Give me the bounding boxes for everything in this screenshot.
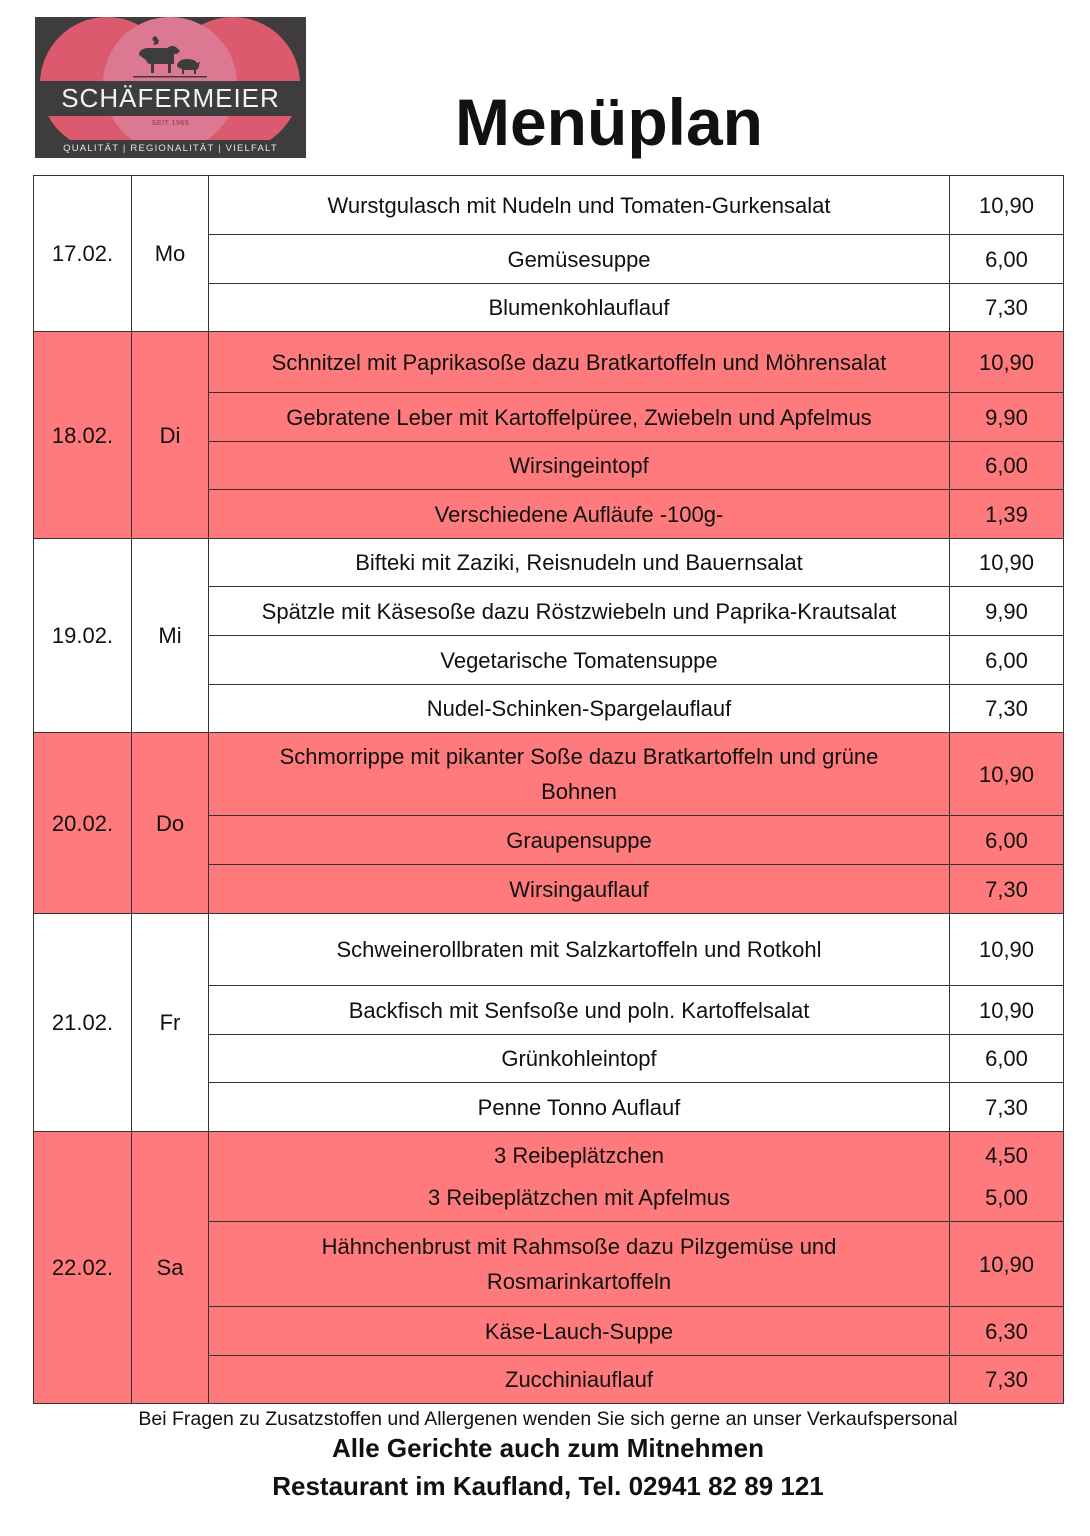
- price-cell: 7,30: [950, 1083, 1064, 1132]
- brand-logo: [35, 17, 306, 158]
- price-cell: 10,90: [950, 539, 1064, 587]
- page-title: Menüplan: [455, 85, 763, 159]
- dish-cell: Nudel-Schinken-Spargelauflauf: [209, 685, 950, 733]
- dish-cell: Käse-Lauch-Suppe: [209, 1307, 950, 1356]
- weekday-cell: Do: [132, 733, 209, 914]
- dish-cell: Bifteki mit Zaziki, Reisnudeln und Bauernsalat: [209, 539, 950, 587]
- weekday-cell: Di: [132, 332, 209, 539]
- menu-row: [34, 539, 1064, 587]
- takeaway-note: Alle Gerichte auch zum Mitnehmen: [332, 1433, 764, 1463]
- price-cell: 10,90: [950, 332, 1064, 393]
- price-cell: 10,90: [950, 176, 1064, 235]
- menu-row: [34, 1132, 1064, 1222]
- weekday-cell: Sa: [132, 1132, 209, 1404]
- price-cell: 1,39: [950, 490, 1064, 539]
- price-cell: 9,90: [950, 393, 1064, 442]
- menu-table: [33, 175, 1064, 1404]
- dish-cell: Gemüsesuppe: [209, 235, 950, 284]
- price-cell: 6,00: [950, 442, 1064, 490]
- dish-cell: Zucchiniauflauf: [209, 1356, 950, 1404]
- menu-row: [34, 733, 1064, 816]
- dish-cell: Backfisch mit Senfsoße und poln. Kartoffelsalat: [209, 986, 950, 1035]
- menu-row: [34, 914, 1064, 986]
- dish-cell: Vegetarische Tomatensuppe: [209, 636, 950, 685]
- price-cell: 10,90: [950, 733, 1064, 816]
- date-cell: 21.02.: [34, 914, 132, 1132]
- brand-tagline: QUALITÄT | REGIONALITÄT | VIELFALT: [35, 140, 306, 158]
- dish-cell: Schnitzel mit Paprikasoße dazu Bratkartoffeln und Möhrensalat: [209, 332, 950, 393]
- date-cell: 20.02.: [34, 733, 132, 914]
- dish-cell: Schmorrippe mit pikanter Soße dazu Bratkartoffeln und grüne Bohnen: [209, 733, 950, 816]
- price-cell: 6,00: [950, 1035, 1064, 1083]
- dish-cell: Graupensuppe: [209, 816, 950, 865]
- price-cell: 7,30: [950, 1356, 1064, 1404]
- dish-cell: [209, 1132, 950, 1222]
- dish-cell: Wirsingeintopf: [209, 442, 950, 490]
- dish-cell: Verschiedene Aufläufe -100g-: [209, 490, 950, 539]
- contact-info: Restaurant im Kaufland, Tel. 02941 82 89 121: [272, 1471, 824, 1501]
- weekday-cell: Fr: [132, 914, 209, 1132]
- dish-cell: Blumenkohlauflauf: [209, 284, 950, 332]
- price-cell: 6,30: [950, 1307, 1064, 1356]
- price-cell: 6,00: [950, 816, 1064, 865]
- dish-cell: Wurstgulasch mit Nudeln und Tomaten-Gurkensalat: [209, 176, 950, 235]
- brand-name: SCHÄFERMEIER: [61, 83, 280, 113]
- price-line: 4,50: [985, 1142, 1028, 1168]
- menu-row: [34, 176, 1064, 235]
- dish-cell: Wirsingauflauf: [209, 865, 950, 914]
- dish-cell: Gebratene Leber mit Kartoffelpüree, Zwiebeln und Apfelmus: [209, 393, 950, 442]
- dish-line: 3 Reibeplätzchen: [493, 1142, 664, 1168]
- price-line: 5,00: [985, 1184, 1028, 1210]
- price-cell: 6,00: [950, 636, 1064, 685]
- dish-line: 3 Reibeplätzchen mit Apfelmus: [427, 1184, 731, 1210]
- price-cell: 7,30: [950, 284, 1064, 332]
- weekday-cell: Mo: [132, 176, 209, 332]
- date-cell: 19.02.: [34, 539, 132, 733]
- allergen-note: Bei Fragen zu Zusatzstoffen und Allergenen wenden Sie sich gerne an unser Verkaufspersonal: [138, 1408, 958, 1430]
- price-cell: 10,90: [950, 1222, 1064, 1307]
- price-cell: 10,90: [950, 986, 1064, 1035]
- price-cell: 6,00: [950, 235, 1064, 284]
- date-cell: 18.02.: [34, 332, 132, 539]
- dish-cell: Grünkohleintopf: [209, 1035, 950, 1083]
- brand-since: SEIT 1965: [151, 120, 190, 127]
- date-cell: 22.02.: [34, 1132, 132, 1404]
- price-cell: 7,30: [950, 685, 1064, 733]
- dish-cell: Hähnchenbrust mit Rahmsoße dazu Pilzgemüse und Rosmarinkartoffeln: [209, 1222, 950, 1307]
- weekday-cell: Mi: [132, 539, 209, 733]
- farm-animals-icon: [133, 35, 213, 81]
- menu-row: [34, 332, 1064, 393]
- dish-cell: Schweinerollbraten mit Salzkartoffeln und Rotkohl: [209, 914, 950, 986]
- date-cell: 17.02.: [34, 176, 132, 332]
- price-cell: 10,90: [950, 914, 1064, 986]
- price-cell: [950, 1132, 1064, 1222]
- price-cell: 7,30: [950, 865, 1064, 914]
- price-cell: 9,90: [950, 587, 1064, 636]
- dish-cell: Penne Tonno Auflauf: [209, 1083, 950, 1132]
- dish-cell: Spätzle mit Käsesoße dazu Röstzwiebeln und Paprika-Krautsalat: [209, 587, 950, 636]
